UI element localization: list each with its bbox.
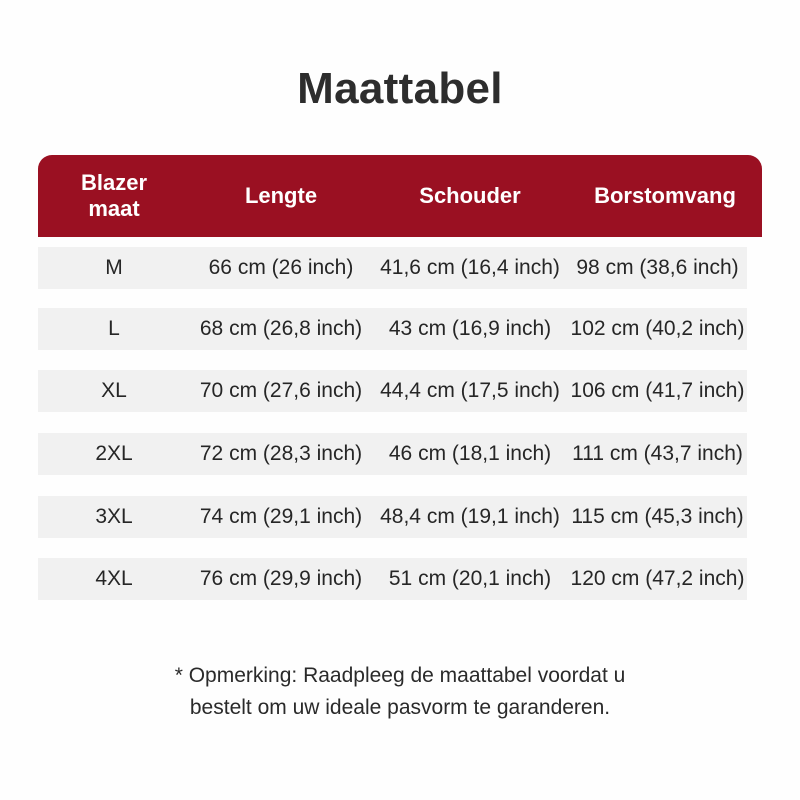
cell-shoulder: 41,6 cm (16,4 inch)	[380, 256, 560, 279]
cell-size: M	[105, 256, 123, 279]
cell-chest: 102 cm (40,2 inch)	[570, 317, 745, 340]
table-row	[38, 370, 747, 412]
header-chest: Borstomvang	[594, 183, 736, 208]
cell-size: XL	[101, 379, 127, 402]
cell-shoulder: 48,4 cm (19,1 inch)	[380, 505, 560, 528]
cell-size: 4XL	[95, 567, 133, 590]
table-row	[38, 433, 747, 475]
cell-shoulder: 51 cm (20,1 inch)	[388, 567, 552, 590]
table-row	[38, 496, 747, 538]
table-header	[38, 155, 762, 237]
cell-length: 74 cm (29,1 inch)	[199, 505, 363, 528]
footnote-line1: * Opmerking: Raadpleeg de maattabel voordat u	[174, 664, 626, 687]
cell-shoulder: 44,4 cm (17,5 inch)	[380, 379, 560, 402]
cell-length: 68 cm (26,8 inch)	[199, 317, 363, 340]
header-size-line1: Blazer	[80, 170, 148, 195]
page-title: Maattabel	[297, 64, 503, 113]
cell-length: 72 cm (28,3 inch)	[199, 442, 363, 465]
cell-shoulder: 43 cm (16,9 inch)	[388, 317, 552, 340]
cell-size: 3XL	[95, 505, 133, 528]
header-size-line2: maat	[88, 196, 140, 221]
cell-chest: 98 cm (38,6 inch)	[576, 256, 739, 279]
header-shoulder: Schouder	[419, 183, 521, 208]
cell-chest: 111 cm (43,7 inch)	[572, 442, 743, 465]
cell-length: 66 cm (26 inch)	[208, 256, 354, 279]
cell-length: 70 cm (27,6 inch)	[199, 379, 363, 402]
table-row	[38, 558, 747, 600]
table-row	[38, 247, 747, 289]
cell-length: 76 cm (29,9 inch)	[199, 567, 363, 590]
footnote-line2: bestelt om uw ideale pasvorm te garanderen.	[189, 696, 611, 719]
cell-shoulder: 46 cm (18,1 inch)	[388, 442, 552, 465]
cell-chest: 106 cm (41,7 inch)	[570, 379, 745, 402]
cell-chest: 115 cm (45,3 inch)	[571, 505, 744, 528]
cell-size: 2XL	[95, 442, 133, 465]
header-size	[38, 170, 190, 222]
footnote	[0, 660, 800, 724]
table-row	[38, 308, 747, 350]
cell-size: L	[108, 317, 120, 340]
header-length: Lengte	[244, 183, 318, 208]
size-table	[38, 155, 762, 590]
cell-chest: 120 cm (47,2 inch)	[570, 567, 745, 590]
